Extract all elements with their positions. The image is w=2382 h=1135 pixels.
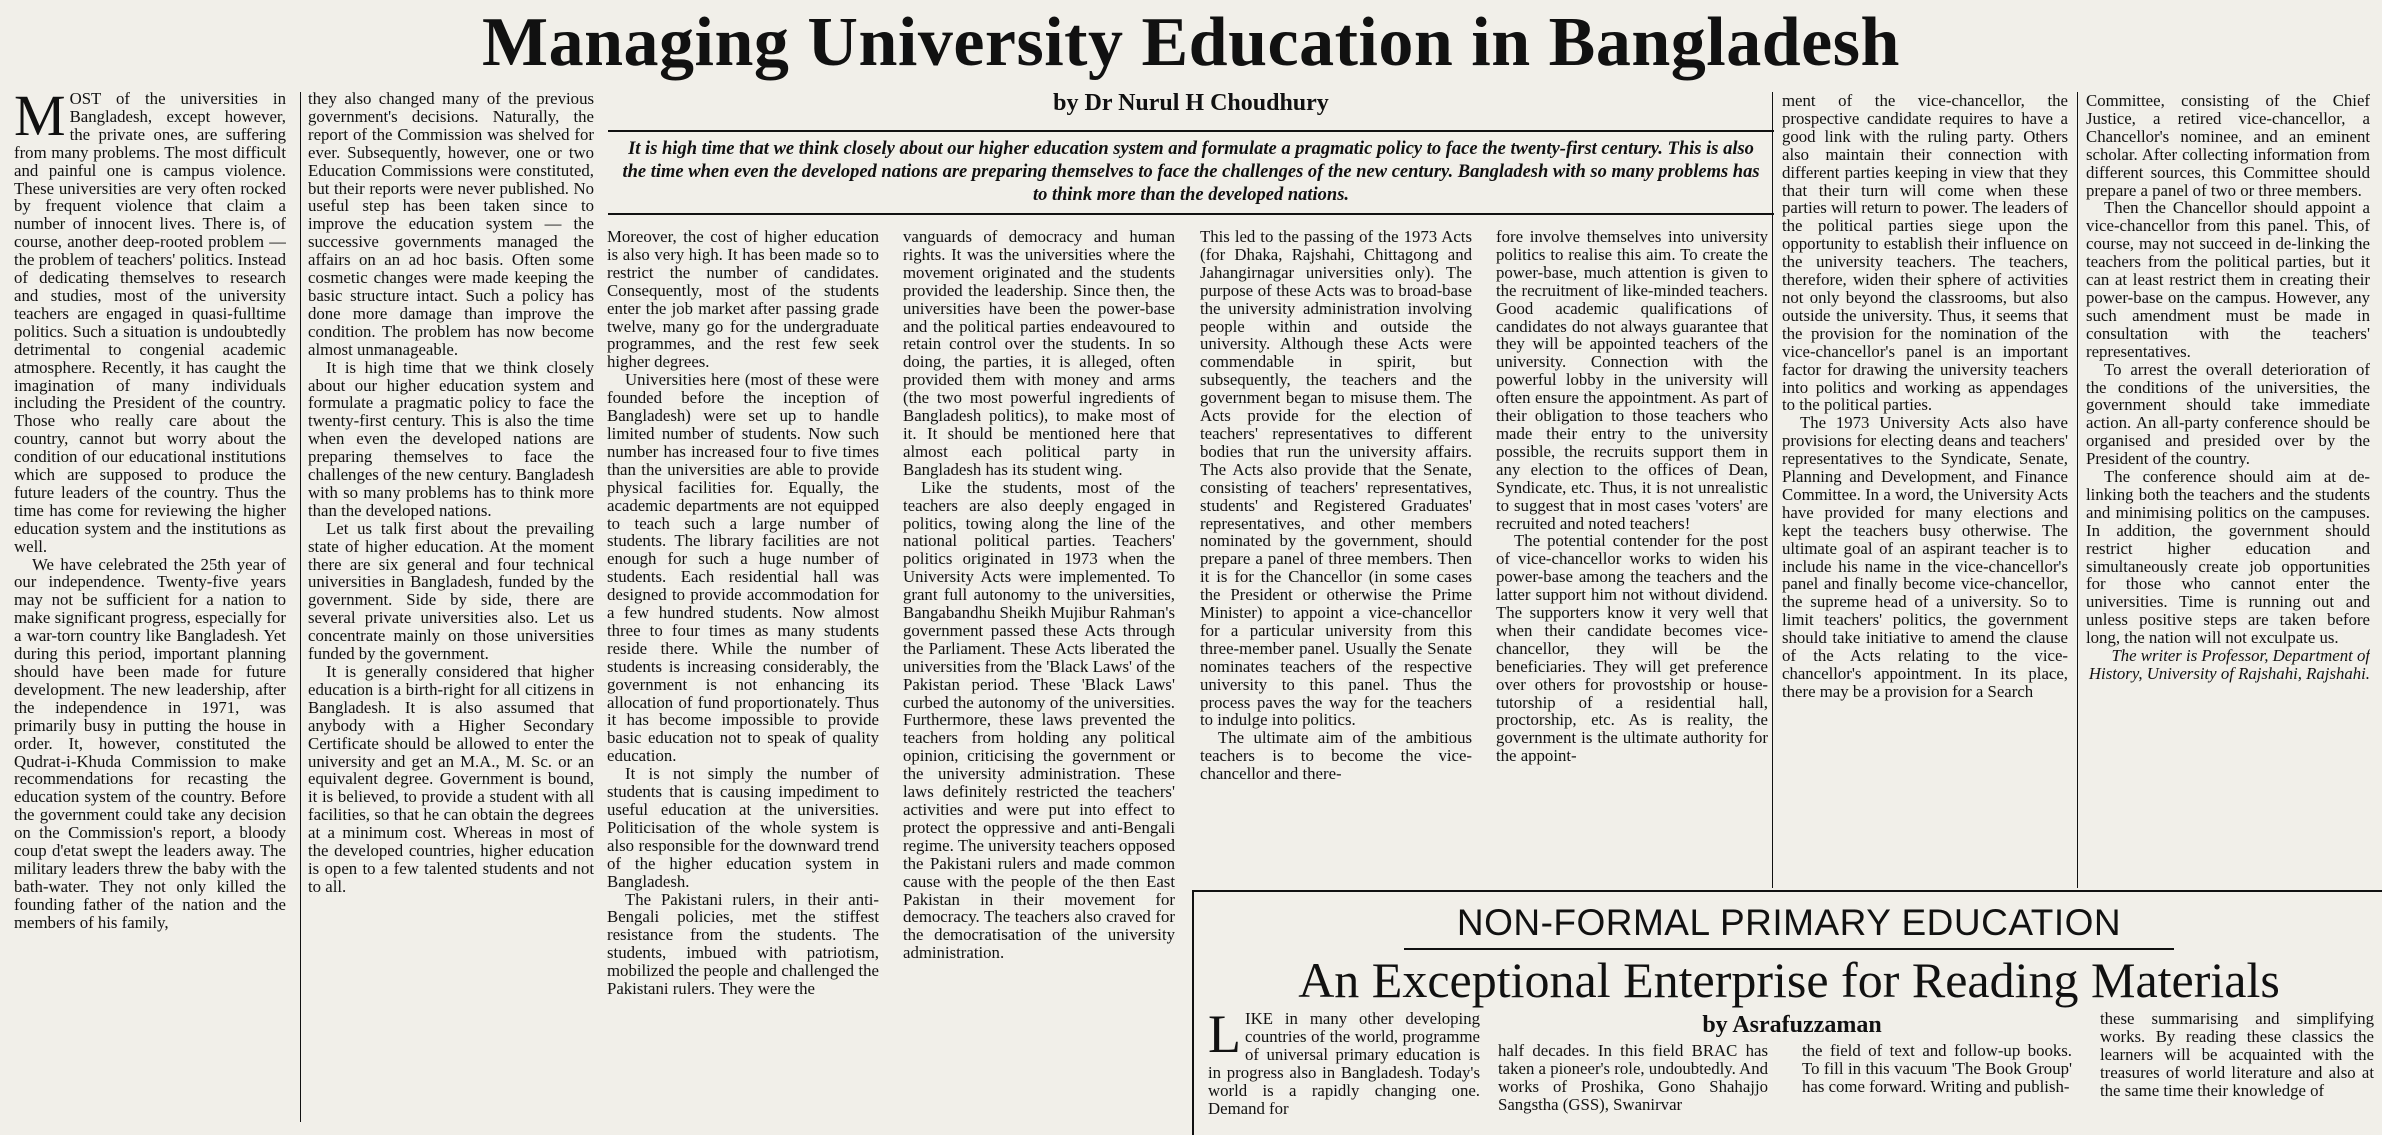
- secondary-byline: by Asrafuzzaman: [1702, 1012, 1882, 1038]
- intro-standfirst: It is high time that we think closely about our higher education system and formulate a pragmatic policy to face the twenty-first century. This is also the time when even the developed nations are preparing themselves to face the challenges of the new century. Bangladesh with so many problems has to think more than the developed nations.: [608, 130, 1774, 215]
- paragraph: the field of text and follow-up books. To fill in this vacuum 'The Book Group' has come forward. Writing and publish-: [1802, 1042, 2072, 1096]
- secondary-headline: An Exceptional Enterprise for Reading Materials: [1298, 952, 2280, 1008]
- secondary-article-box: [1192, 890, 2382, 1135]
- article-column-4: [903, 228, 1175, 1130]
- paragraph: Then the Chancellor should appoint a vice-chancellor from this panel. This, of course, may not succeed in de-linking the teachers from the political parties, but it can at least restrict them in creating their power-base on the campus. However, any such amendment must be made in consultation with the teachers' representatives.: [2086, 198, 2370, 361]
- paragraph: This led to the passing of the 1973 Acts (for Dhaka, Rajshahi, Chittagong and Jahangirnagar universities only). The purpose of these Acts was to broad-base the university administration involving people within and outside the university. Although these Acts were commendable in spirit, but subsequently, the teachers and the government began to misuse them. The Acts provide for the election of teachers' representatives to different bodies that run the university affairs. The Acts also provide that the Senate, consisting of teachers' representatives, students' and Registered Graduates' representatives, and other members nominated by the government, should prepare a panel of three members. Then it is for the Chancellor (in some cases the President or otherwise the Prime Minister) to appoint a vice-chancellor for a particular university from this three-member panel. Usually the Senate nominates teachers of the respective university to this panel. Thus the process paves the way for the teachers to indulge into politics.: [1200, 228, 1472, 730]
- paragraph: half decades. In this field BRAC has taken a pioneer's role, undoubtedly. And works of Proshika, Gono Shahajjo Sangstha (GSS), Swanirvar: [1498, 1042, 1768, 1114]
- paragraph: It is generally considered that higher education is a birth-right for all citizens in Bangladesh. It is also assumed that anybody with a Higher Secondary Certificate should be allowed to enter the university and get an M.A., M. Sc. or an equivalent degree. Government is bound, it is believed, to provide a student with all facilities, so that he can obtain the degrees at a minimum cost. Whereas in most of the developed countries, higher education is open to a few talented students and not to all.: [308, 662, 594, 896]
- box-column-3: [1802, 1042, 2072, 1135]
- author-credit: The writer is Professor, Department of History, University of Rajshahi, Rajshahi.: [2088, 646, 2370, 683]
- paragraph: Let us talk first about the prevailing state of higher education. At the moment there are six general and four technical universities in Bangladesh, funded by the government. Side by side, there are several private universities also. Let us concentrate mainly on those universities funded by the government.: [308, 518, 594, 664]
- paragraph: fore involve themselves into university politics to realise this aim. To create the power-base, much attention is given to the recruitment of like-minded teachers. Good academic qualifications of candidates do not always guarantee that they will be appointed teachers of the university. Connection with the powerful lobby in the university will often ensure the appointment. As part of their obligation to those teachers who made their entry to the university possible, the recruits support them in any election to the offices of Dean, Syndicate, etc. Thus, it is not unrealistic to suggest that in most cases 'voters' are recruited and noted teachers!: [1496, 228, 1768, 533]
- column-rule: [2077, 92, 2078, 888]
- paragraph: Universities here (most of these were founded before the inception of Bangladesh) were set up to handle limited number of students. Now such number has increased four to five times than the universities are able to provide physical facilities for. Equally, the academic departments are not equipped to teach such a large number of students. The library facilities are not enough for such a huge number of students. Each residential hall was designed to provide accommodation for a few hundred students. Now almost three to four times as many students reside there. While the number of students is increasing considerably, the government is not enhancing its allocation of fund proportionately. Thus it has become impossible to provide basic education not to speak of quality education.: [607, 370, 879, 766]
- headline: Managing University Education in Bangladesh: [482, 4, 1900, 81]
- dropcap: M: [14, 90, 66, 148]
- column-rule: [300, 92, 301, 1122]
- paragraph: Like the students, most of the teachers are also deeply engaged in politics, towing along the line of the national political parties. Teachers' politics originated in 1973 when the University Acts were implemented. To grant full autonomy to the universities, Bangabandhu Sheikh Mujibur Rahman's government passed these Acts through the Parliament. These Acts liberated the universities from the 'Black Laws' of the Pakistan period. These 'Black Laws' curbed the autonomy of the universities. Furthermore, these laws prevented the teachers from holding any political opinion, criticising the government or the university administration. These laws definitely restricted the teachers' activities and were put into effect to protect the oppressive and anti-Bengali regime. The university teachers opposed the Pakistani rulers and made common cause with the people of the then East Pakistan in their movement for democracy. The teachers also craved for the democratisation of the university administration.: [903, 477, 1175, 963]
- article-column-1: [14, 90, 286, 1130]
- paragraph: these summarising and simplifying works. By reading these classics the learners will be acquainted with the treasures of world literature and also at the same time their knowledge of: [2100, 1010, 2374, 1100]
- paragraph: vanguards of democracy and human rights. It was the universities where the movement originated and the students provided the leadership. Since then, the universities have been the power-base and the political parties endeavoured to retain control over the students. In so doing, the parties, it is alleged, often provided them with money and arms (the two most powerful ingredients of Bangladesh politics), to make most of it. It should be mentioned here that almost each political party in Bangladesh has its student wing.: [903, 228, 1175, 479]
- article-column-3: [607, 228, 879, 1130]
- paragraph: The 1973 University Acts also have provisions for electing deans and teachers' representatives to the Syndicate, Senate, Planning and Development, and Finance Committee. In a word, the University Acts have provided for many elections and kept the teachers busy otherwise. The ultimate goal of an aspirant teacher is to include his name in the vice-chancellor's panel and finally become vice-chancellor, the supreme head of a university. So to limit teachers' politics, the government should take initiative to amend the clause of the Acts relating to the vice-chancellor's appointment. In its place, there may be a provision for a Search: [1782, 413, 2068, 701]
- paragraph: they also changed many of the previous government's decisions. Naturally, the report of the Commission was shelved for ever. Subsequently, however, one or two Education Commissions were constituted, but their reports were never published. No useful step has been taken since to improve the education system — the successive governments managed the affairs on an ad hoc basis. Often some cosmetic changes were made keeping the basic structure intact. Such a policy has done more damage than improve the condition. The problem has now become almost unmanageable.: [308, 90, 594, 359]
- byline: by Dr Nurul H Choudhury: [1053, 90, 1329, 116]
- column-rule: [1772, 92, 1773, 888]
- article-column-5: [1200, 228, 1472, 876]
- dropcap: L: [1208, 1010, 1241, 1064]
- paragraph: Moreover, the cost of higher education is also very high. It has been made so to restrict the number of candidates. Consequently, most of the students enter the job market after passing grade twelve, many go for the undergraduate programmes, and the rest few seek higher degrees.: [607, 228, 879, 372]
- paragraph: The ultimate aim of the ambitious teachers is to become the vice-chancellor and there-: [1200, 728, 1472, 784]
- paragraph: It is not simply the number of students that is causing impediment to useful education at the universities. Politicisation of the whole system is also responsible for the downward trend of the higher education system in Bangladesh.: [607, 764, 879, 891]
- box-column-2: [1498, 1042, 1768, 1135]
- article-column-2: [308, 90, 594, 1130]
- box-column-1: [1208, 1010, 1480, 1135]
- paragraph: Committee, consisting of the Chief Justice, a retired vice-chancellor, a Chancellor's nominee, and an eminent scholar. After collecting information from different sources, this Committee should prepare a panel of two or three members.: [2086, 92, 2370, 200]
- paragraph: ment of the vice-chancellor, the prospective candidate requires to have a good link with the ruling party. Others also maintain their connection with different parties keeping in view that they that their turn will come when these parties will return to power. The leaders of the political parties siege upon the opportunity to establish their influence on the university teachers. The teachers, therefore, widen their sphere of activities not only beyond the classrooms, but also outside the university. Thus, it seems that the provision for the nomination of the vice-chancellor's panel is an important factor for drawing the university teachers into politics and working as appendages to the political parties.: [1782, 92, 2068, 415]
- box-column-4: [2100, 1010, 2374, 1135]
- paragraph: OST of the universities in Bangladesh, except however, the private ones, are suffering from many problems. The most difficult and painful one is campus violence. These universities are very often rocked by frequent violence that claim a number of innocent lives. There is, of course, another deep-rooted problem — the problem of teachers' politics. Instead of dedicating themselves to research and studies, most of the university teachers are engaged in quasi-fulltime politics. Such a situation is undoubtedly detrimental to congenial academic atmosphere. Recently, it has caught the imagination of many individuals including the President of the country. Those who really care about the country, cannot but worry about the condition of our educational institutions which are supposed to produce the future leaders of the country. Thus the time has come for reviewing the higher education system and the institutions as well.: [14, 90, 286, 556]
- article-column-6: [1496, 228, 1768, 876]
- article-column-7: [1782, 92, 2068, 878]
- paragraph: The potential contender for the post of vice-chancellor works to widen his power-base among the teachers and the latter support him not without dividend. The supporters know it very well that when their candidate becomes vice-chancellor, they will be the beneficiaries. They will get preference over others for provostship or house-tutorship of a residential hall, proctorship, etc. As is reality, the government is the ultimate authority for the appoint-: [1496, 531, 1768, 766]
- paragraph: IKE in many other developing countries of the world, programme of universal primary education is in progress also in Bangladesh. Today's world is a rapidly changing one. Demand for: [1208, 1010, 1480, 1118]
- kicker: NON-FORMAL PRIMARY EDUCATION: [1456, 902, 2122, 943]
- paragraph: The Pakistani rulers, in their anti-Bengali policies, met the stiffest resistance from the students. The students, imbued with patriotism, mobilized the people and challenged the Pakistani rulers. They were the: [607, 889, 879, 999]
- paragraph: We have celebrated the 25th year of our independence. Twenty-five years may not be sufficient for a nation to make significant progress, especially for a war-torn country like Bangladesh. Yet during this period, important planning should have been made for future development. The new leadership, after the independence in 1971, was primarily busy in putting the house in order. It, however, constituted the Qudrat-i-Khuda Commission to make recommendations for recasting the education system of the country. Before the government could take any decision on the Commission's report, a bloody coup d'etat swept the leaders away. The military leaders threw the baby with the bath-water. They not only killed the founding father of the nation and the members of his family,: [14, 554, 286, 932]
- paragraph: It is high time that we think closely about our higher education system and formulate a pragmatic policy to face the twenty-first century. This is also the time when even the developed nations are preparing themselves to face the challenges of the new century. Bangladesh with so many problems has to think more than the developed nations.: [308, 357, 594, 520]
- paragraph: The conference should aim at de-linking both the teachers and the students and minimising politics on the campuses. In addition, the government should restrict higher education and simultaneously create job opportunities for those who cannot enter the universities. Time is running out and unless positive steps are taken before long, the nation will not exculpate us.: [2086, 467, 2370, 648]
- article-column-8: [2086, 92, 2370, 878]
- paragraph: To arrest the overall deterioration of the conditions of the universities, the government should take immediate action. An all-party conference should be organised and presided over by the President of the country.: [2086, 359, 2370, 469]
